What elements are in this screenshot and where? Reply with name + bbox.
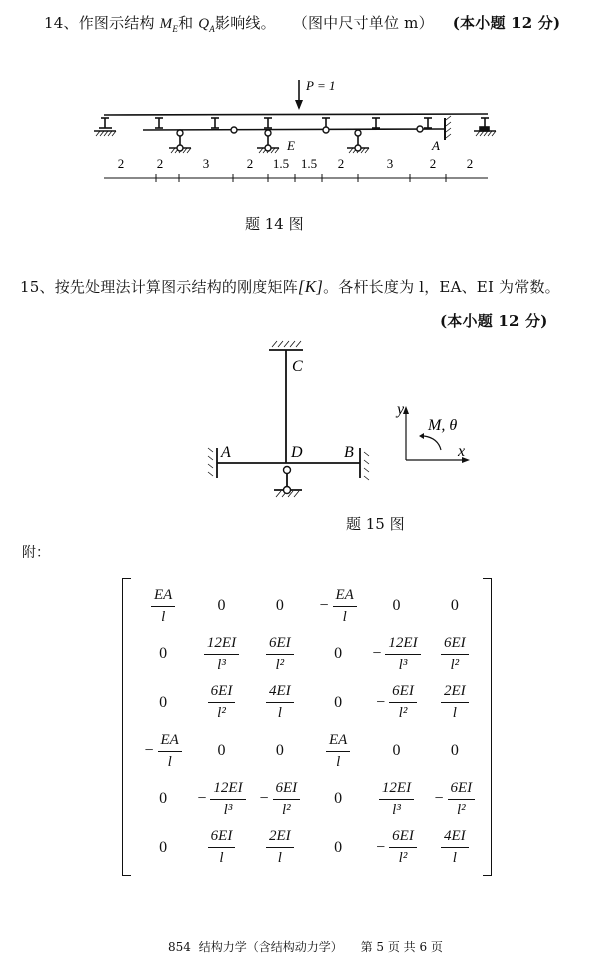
fraction: $\frac{EA}{l}$ — [326, 732, 350, 771]
q15-text-after: 。各杆长度为 l，EA、EI 为常数。 — [323, 278, 560, 296]
matrix-cell: 0 — [334, 838, 343, 856]
svg-text:1.5: 1.5 — [300, 156, 318, 171]
matrix-left-bracket — [122, 578, 131, 876]
q15-text: 按先处理法计算图示结构的刚度矩阵 — [54, 278, 298, 296]
matrix-cell: 0 — [217, 597, 226, 615]
svg-text:2: 2 — [466, 156, 474, 171]
minus-sign: − — [372, 645, 382, 663]
label-A-15: A — [221, 444, 231, 461]
course-code: 854 — [168, 940, 191, 954]
fraction: $\frac{2EI}{l}$ — [266, 828, 294, 867]
matrix-cell — [134, 727, 192, 775]
matrix-cell: 0 — [217, 742, 226, 760]
matrix-right-bracket — [483, 578, 492, 876]
q15-caption: 题 15 图 — [346, 515, 405, 533]
fraction: $\frac{6EI}{\text{l²}}$ — [389, 683, 417, 722]
svg-text:1.5: 1.5 — [272, 156, 290, 171]
matrix-cell: 0 — [450, 597, 459, 615]
fraction: $\frac{6EI}{\text{l²}}$ — [441, 635, 469, 674]
matrix-cell — [426, 679, 484, 727]
dimension-labels — [118, 156, 474, 171]
label-D: D — [291, 444, 303, 461]
fraction: $\frac{6EI}{\text{l²}}$ — [273, 780, 301, 819]
fraction: $\frac{6EI}{\text{l²}}$ — [266, 635, 294, 674]
fraction: $\frac{4EI}{l}$ — [266, 683, 294, 722]
q14-points: (本小题 12 分) — [452, 14, 561, 32]
fraction: $\frac{EA}{l}$ — [158, 732, 182, 771]
matrix-cell: 0 — [159, 693, 168, 711]
fraction: $\frac{6EI}{l}$ — [208, 828, 236, 867]
q15-figure — [0, 330, 610, 510]
minus-sign: − — [197, 790, 207, 808]
matrix-cell — [367, 679, 425, 727]
label-A: A — [432, 138, 440, 153]
course-name: 结构力学（含结构动力学） — [198, 940, 343, 954]
axis-y-label: y — [397, 401, 405, 418]
q15-number: 15、 — [20, 278, 55, 296]
matrix-cell — [426, 630, 484, 678]
matrix-cell — [251, 679, 309, 727]
axis-x-label: x — [458, 443, 466, 460]
matrix-cell: 0 — [450, 742, 459, 760]
svg-text:2: 2 — [337, 156, 345, 171]
fraction: $\frac{12EI}{\text{l³}}$ — [379, 780, 414, 819]
fraction: $\frac{6EI}{\text{l²}}$ — [389, 828, 417, 867]
fraction: $\frac{2EI}{l}$ — [441, 683, 469, 722]
fraction: $\frac{EA}{l}$ — [151, 587, 175, 626]
matrix-cell — [192, 679, 250, 727]
matrix-cell: 0 — [334, 645, 343, 663]
q14-figure — [0, 0, 610, 200]
minus-sign: − — [259, 790, 269, 808]
q14-unit-note: （图中尺寸单位 m） — [292, 14, 434, 32]
matrix-grid — [134, 582, 484, 872]
matrix-cell — [251, 824, 309, 872]
matrix-cell — [426, 824, 484, 872]
fraction: $\frac{12EI}{\text{l³}}$ — [210, 780, 245, 819]
matrix-cell — [309, 582, 367, 630]
q14-number: 14、 — [44, 14, 79, 32]
q15-K: [K] — [297, 277, 324, 296]
label-C: C — [292, 358, 303, 375]
load-label: P = 1 — [306, 78, 336, 93]
fraction: $\frac{12EI}{\text{l³}}$ — [385, 635, 420, 674]
matrix-cell: 0 — [275, 597, 284, 615]
matrix-cell: 0 — [334, 693, 343, 711]
minus-sign: − — [434, 790, 444, 808]
minus-sign: − — [144, 742, 154, 760]
minus-sign: − — [319, 597, 329, 615]
matrix-cell: 0 — [392, 742, 401, 760]
matrix-cell — [426, 775, 484, 823]
fraction: $\frac{6EI}{\text{l²}}$ — [448, 780, 476, 819]
minus-sign: − — [376, 838, 386, 856]
q15-points: (本小题 12 分) — [440, 312, 548, 330]
fraction: $\frac{4EI}{l}$ — [441, 828, 469, 867]
matrix-cell: 0 — [159, 645, 168, 663]
page-footer — [168, 938, 443, 955]
q14-QA: $Q_A$ — [198, 16, 215, 34]
matrix-cell — [192, 824, 250, 872]
fraction: $\frac{6EI}{\text{l²}}$ — [208, 683, 236, 722]
matrix-cell: 0 — [159, 790, 168, 808]
label-E: E — [287, 138, 295, 153]
matrix-cell — [251, 630, 309, 678]
matrix-cell — [367, 824, 425, 872]
matrix-cell — [367, 775, 425, 823]
fraction: $\frac{12EI}{\text{l³}}$ — [204, 635, 239, 674]
minus-sign: − — [376, 693, 386, 711]
matrix-cell — [192, 775, 250, 823]
svg-text:2: 2 — [429, 156, 437, 171]
matrix-cell — [251, 775, 309, 823]
q14-text-after: 影响线。 — [215, 14, 276, 32]
svg-text:3: 3 — [386, 156, 394, 171]
moment-label: M, θ — [428, 417, 458, 434]
matrix-cell — [192, 630, 250, 678]
fraction: $\frac{EA}{l}$ — [333, 587, 357, 626]
q14-caption: 题 14 图 — [245, 215, 304, 233]
matrix-cell — [367, 630, 425, 678]
matrix-cell: 0 — [275, 742, 284, 760]
q14-text: 作图示结构 — [78, 14, 155, 32]
label-B: B — [344, 444, 354, 461]
matrix-cell — [134, 582, 192, 630]
appendix-label: 附： — [22, 545, 50, 561]
page-number: 第 5 页 共 6 页 — [360, 940, 443, 954]
matrix-cell: 0 — [392, 597, 401, 615]
q14-ME: $M_E$ — [159, 16, 179, 34]
svg-text:2: 2 — [117, 156, 125, 171]
stiffness-matrix — [122, 578, 492, 876]
q14-and: 和 — [178, 14, 194, 32]
svg-text:3: 3 — [202, 156, 210, 171]
matrix-cell — [309, 727, 367, 775]
svg-text:2: 2 — [246, 156, 254, 171]
matrix-cell: 0 — [159, 838, 168, 856]
svg-text:2: 2 — [156, 156, 164, 171]
matrix-cell: 0 — [334, 790, 343, 808]
q15-heading — [20, 276, 560, 297]
